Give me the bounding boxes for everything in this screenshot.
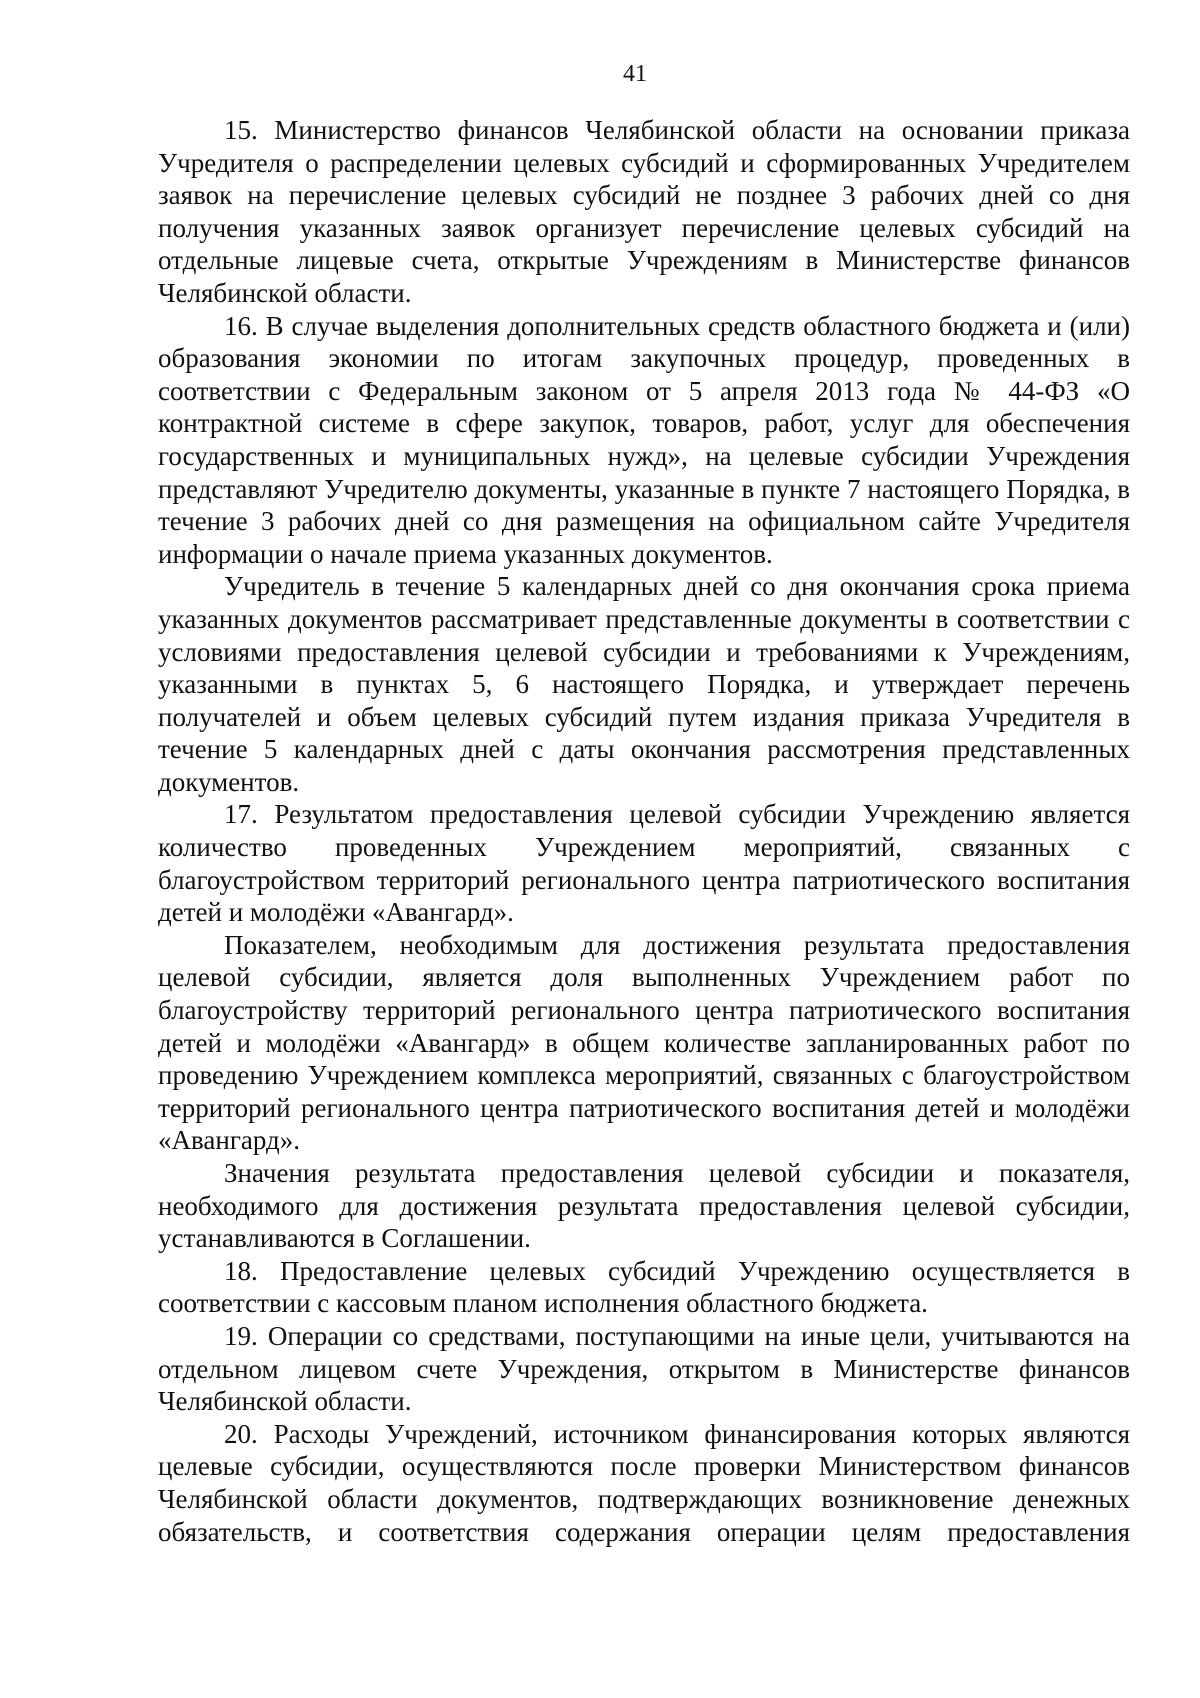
paragraph-15: 15. Министерство финансов Челябинской области на основании приказа Учредителя о распределении целевых субсидий и сформированных Учредителем заявок на перечисление целевых субсидий не позднее 3 рабочих дней со дня получения указанных заявок организует перечисление целевых субсидий на отдельные лицевые счета, открытые Учреждениям в Министерстве финансов Челябинской области. [158,115,1130,308]
paragraph-18: 18. Предоставление целевых субсидий Учреждению осуществляется в соответствии с кассовым планом исполнения областного бюджета. [158,1255,1130,1319]
paragraph-17: 17. Результатом предоставления целевой субсидии Учреждению является количество проведенных Учреждением мероприятий, связанных с благоустройством территорий регионального центра патриотического воспитания детей и молодёжи «Авангард». [158,799,1130,928]
paragraph-17-indicator: Показателем, необходимым для достижения результата предоставления целевой субсидии, является доля выполненных Учреждением работ по благоустройству территорий регионального центра патриотического воспитания детей и молодёжи «Авангард» в общем количестве запланированных работ по проведению Учреждением комплекса мероприятий, связанных с благоустройством территорий регионального центра патриотического воспитания детей и молодёжи «Авангард». [158,929,1130,1156]
paragraph-19: 19. Операции со средствами, поступающими на иные цели, учитываются на отдельном лицевом счете Учреждения, открытом в Министерстве финансов Челябинской области. [158,1320,1130,1417]
paragraph-17-values: Значения результата предоставления целевой субсидии и показателя, необходимого для достижения результата предоставления целевой субсидии, устанавливаются в Соглашении. [158,1158,1130,1254]
document-body [158,114,1130,1548]
paragraph-20: 20. Расходы Учреждений, источником финансирования которых являются целевые субсидии, осуществляются после проверки Министерством финансов Челябинской области документов, подтверждающих возникновение денежных обязательств, и соответствия содержания операции целям предоставления [158,1418,1130,1547]
paragraph-16-continued: Учредитель в течение 5 календарных дней со дня окончания срока приема указанных документов рассматривает представленные документы в соответствии с условиями предоставления целевой субсидии и требованиями к Учреждениям, указанными в пунктах 5, 6 настоящего Порядка, и утверждает перечень получателей и объем целевых субсидий путем издания приказа Учредителя в течение 5 календарных дней с даты окончания рассмотрения представленных документов. [158,571,1130,797]
paragraph-16: 16. В случае выделения дополнительных средств областного бюджета и (или) образования экономии по итогам закупочных процедур, проведенных в соответствии с Федеральным законом от 5 апреля 2013 года № 44-ФЗ «О контрактной системе в сфере закупок, товаров, работ, услуг для обеспечения государственных и муниципальных нужд», на целевые субсидии Учреждения представляют Учредителю документы, указанные в пункте 7 настоящего Порядка, в течение 3 рабочих дней со дня размещения на официальном сайте Учредителя информации о начале приема указанных документов. [158,310,1130,569]
page-number: 41 [623,61,647,87]
